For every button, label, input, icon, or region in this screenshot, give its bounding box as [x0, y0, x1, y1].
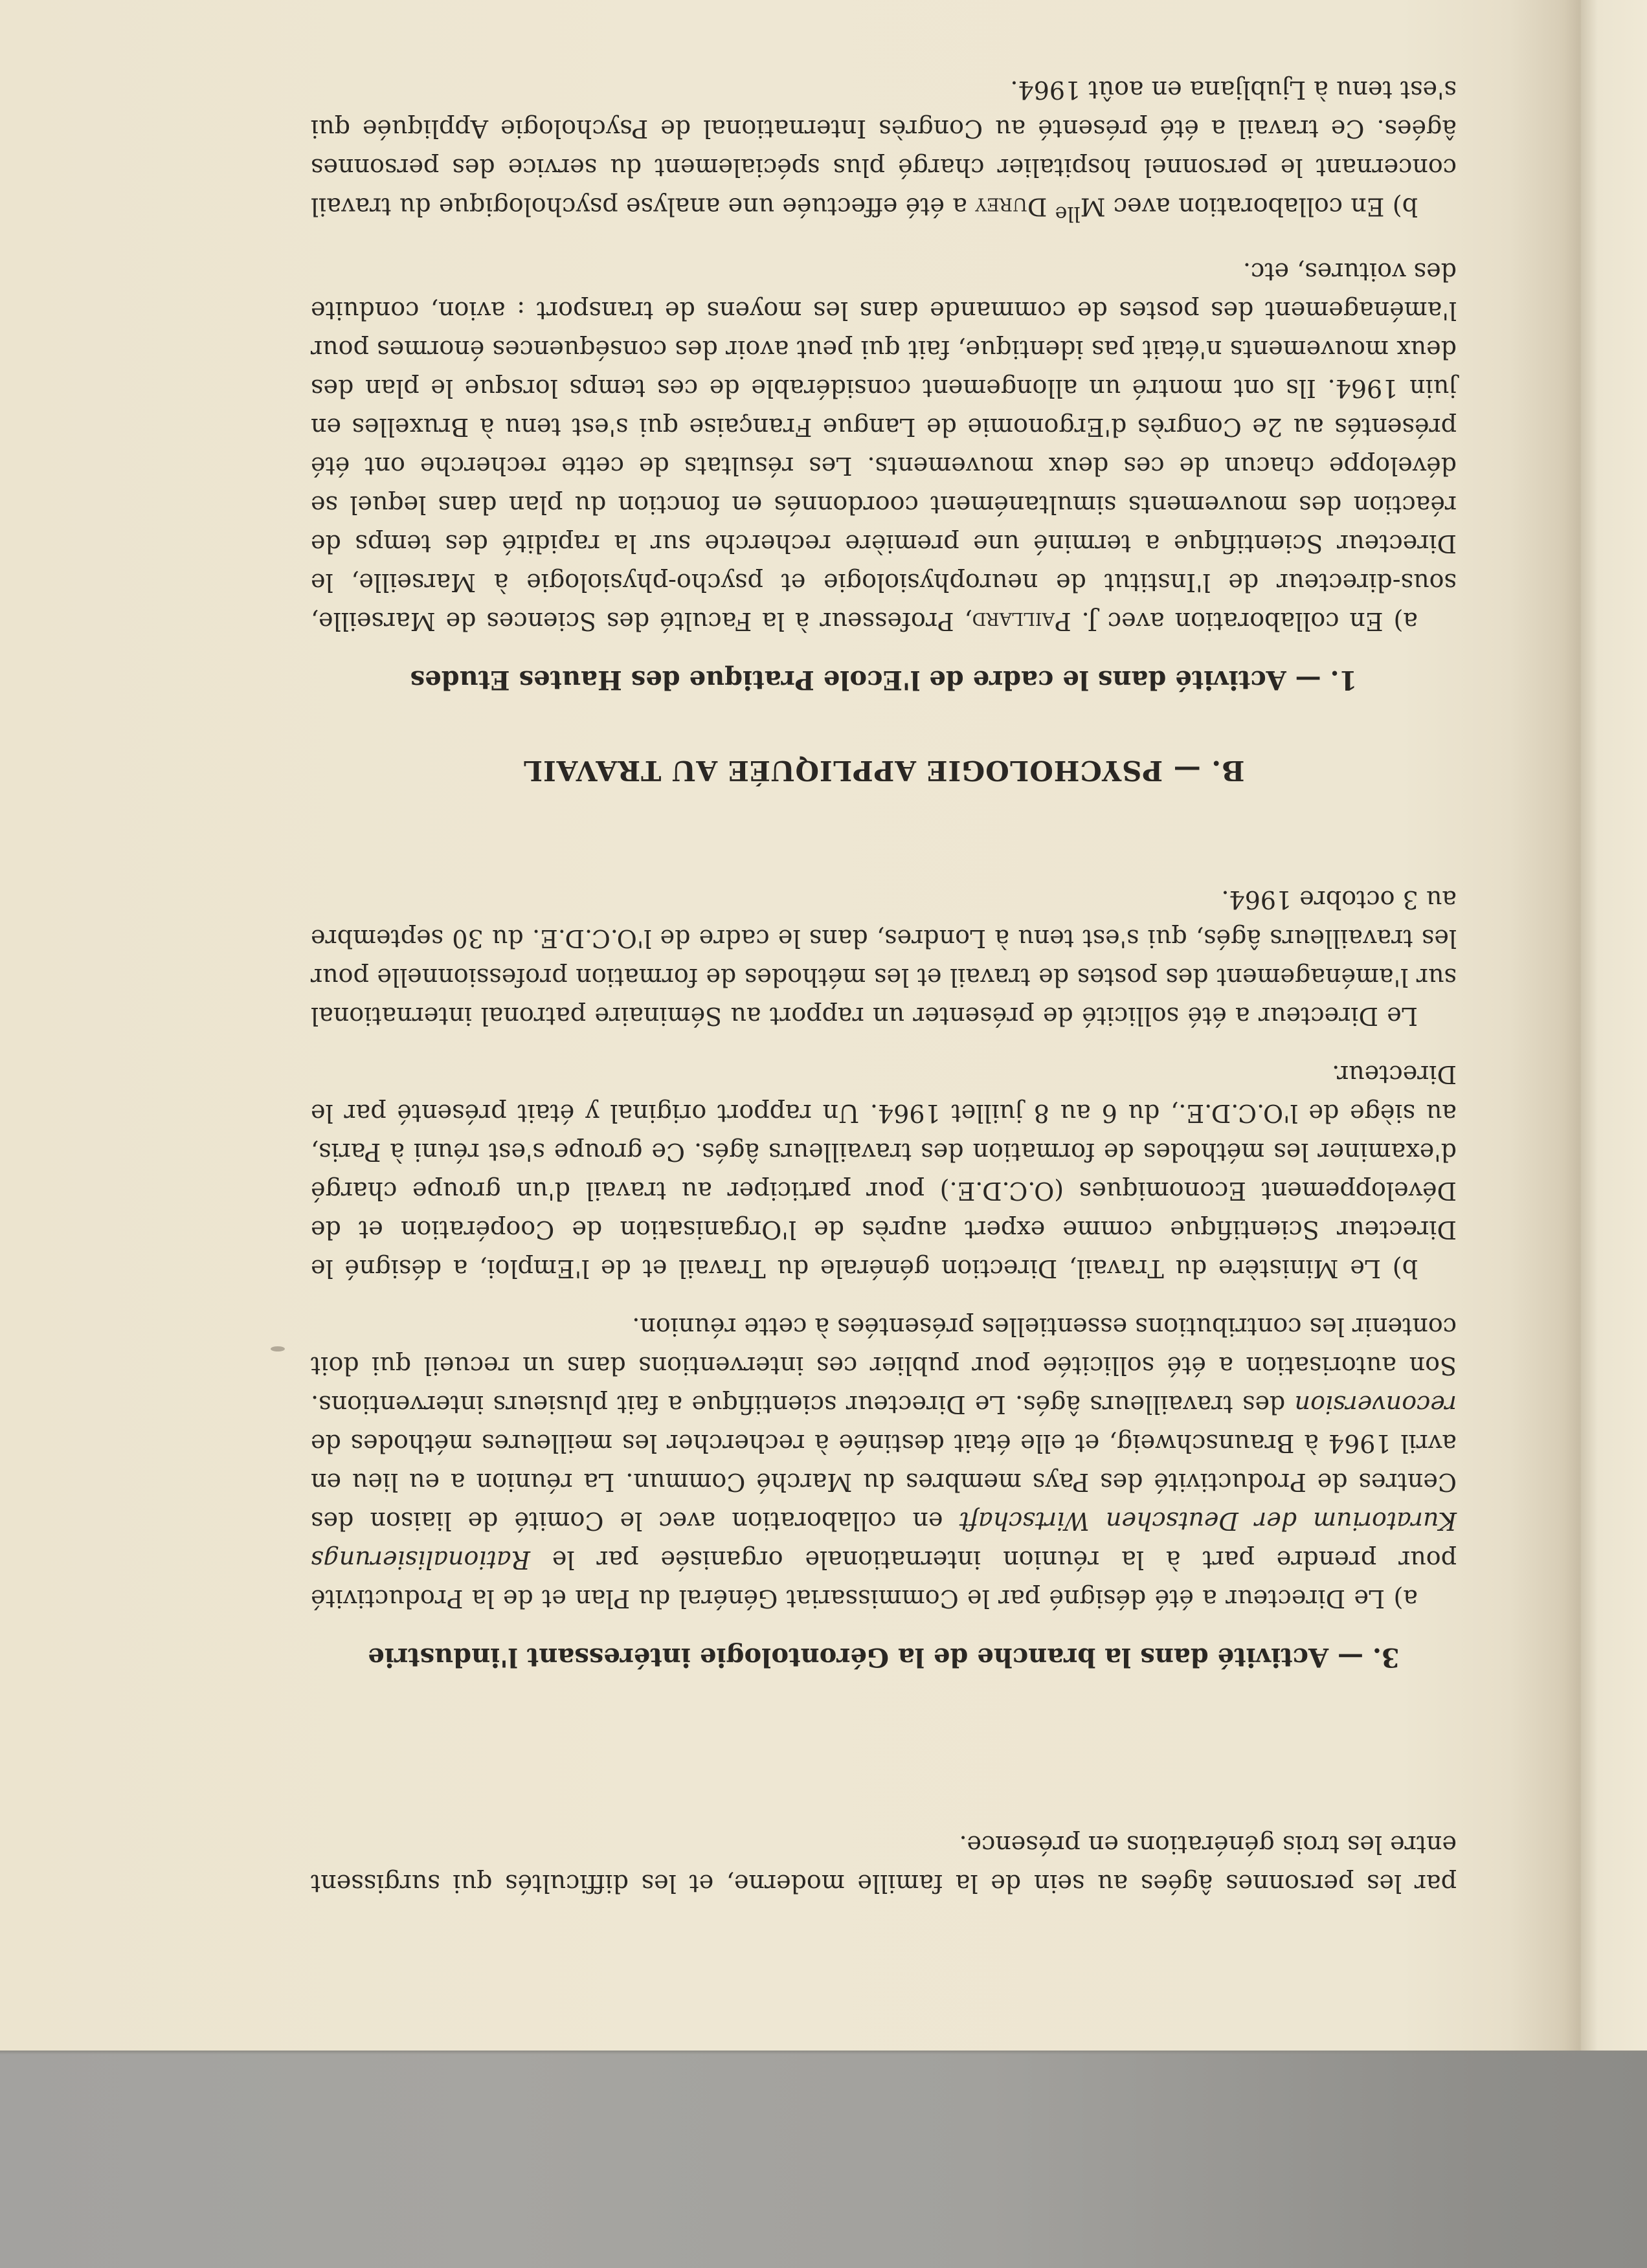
section-title-b: B. — PSYCHOLOGIE APPLIQUÉE AU TRAVAIL [522, 755, 1245, 786]
continued-paragraph [311, 1825, 1457, 1903]
text-run: des travailleurs âgés. Le Directeur scientifique a fait plusieurs interventions. Son autorisation a été sollicitée pour publier ces interventions dans un recueil qui doit contenir les contributions essentielles présentées à cette réunion. [311, 1313, 1457, 1419]
author-name: Durey [975, 192, 1055, 221]
page-content-rotated [310, 76, 1457, 1903]
adjacent-page-edge [1580, 0, 1647, 2051]
text-run: en collaboration avec le Comité de liaison des Centres de Productivité des Pays membres du Marché Commun. La réunion a eu lieu en avril 1964 à Braunschweig, et elle était destinée à rechercher les meilleures méthodes de [311, 1429, 1457, 1535]
paragraph-1b [311, 71, 1457, 233]
text-run: a) En collaboration avec J. [1071, 607, 1418, 636]
heading-gerontologie: 3. — Activité dans la branche de la Gérontologie intéressant l'industrie [368, 1642, 1400, 1673]
text-run: , Professeur à la Faculté des Sciences de Marseille, sous-directeur de l'Institut de neurophysiologie et psycho-physiologie à Marseille, le Directeur Scientifique a terminé une première recherche sur la rapidité des temps de réaction des mouvements simultanément coordonnés en fonction du plan dans lequel se développe chacun de ces deux mouvements. Les résultats de cette recherche ont été présentés au 2e Congrès d'Ergonomie de Langue Française qui s'est tenu à Bruxelles en juin 1964. Ils ont montré un allongement considérable de ces temps lorsque le plan des deux mouvements n'était pas identique, fait qui peut avoir des conséquences énormes pour l'aménagement des postes de commande dans les moyens de transport : avion, conduite des voitures, etc. [310, 258, 1457, 636]
superscript-lle: lle [1055, 202, 1081, 225]
margin-smudge [271, 1346, 285, 1351]
text-run: a) Le Directeur a été désigné par le Commissariat Général du Plan et de la Productivité pour prendre part à la réunion internationale organisée par le [311, 1546, 1457, 1613]
heading-ecole-pratique: 1. — Activité dans le cadre de l'Ecole Pratique des Hautes Etudes [410, 665, 1358, 695]
gutter-shadow [1508, 0, 1580, 2051]
paragraph-3a [311, 1307, 1457, 1618]
paragraph-1a [311, 252, 1457, 641]
text-run: b) En collaboration avec M [1080, 192, 1418, 221]
continued-line-2: entre les trois générations en présence. [959, 1830, 1457, 1859]
paragraph-3b: b) Le Ministère du Travail, Direction générale du Travail et de l'Emploi, a désigné le Directeur Scientifique comme expert auprès de l'Organisation de Coopération et de Développement Economiques (O.C.D.E.) pour participer au travail d'un groupe chargé d'examiner les méthodes de formation des travailleurs âgés. Ce groupe s'est réuni à Paris, au siège de l'O.C.D.E., du 6 au 8 juillet 1964. Un rapport original y était présenté par le Directeur. [311, 1060, 1457, 1283]
author-name: Paillard [972, 607, 1071, 636]
paragraph-3c: Le Directeur a été sollicité de présenter un rapport au Séminaire patronal international sur l'aménagement des postes de travail et les méthodes de formation professionnelle pour les travailleurs âgés, qui s'est tenu à Londres, dans le cadre de l'O.C.D.E. du 30 septembre au 3 octobre 1964. [311, 885, 1457, 1030]
text-run: a été effectuée une analyse psychologique du travail concernant le personnel hospitalier chargé plus spécialement du service des personnes âgées. Ce travail a été présenté au Congrès International de Psychologie Appliquée qui s'est tenu à Ljubljana en août 1964. [311, 76, 1457, 221]
italic-org-name: Rationalisierungs Kuratorium der Deutschen Wirtschaft [311, 1507, 1457, 1574]
continued-line-1: par les personnes âgées au sein de la famille moderne, et les difficultés qui surgissent [311, 1869, 1457, 1898]
scanner-bed-background [0, 2051, 1647, 2268]
italic-term: reconversion [1294, 1390, 1457, 1419]
